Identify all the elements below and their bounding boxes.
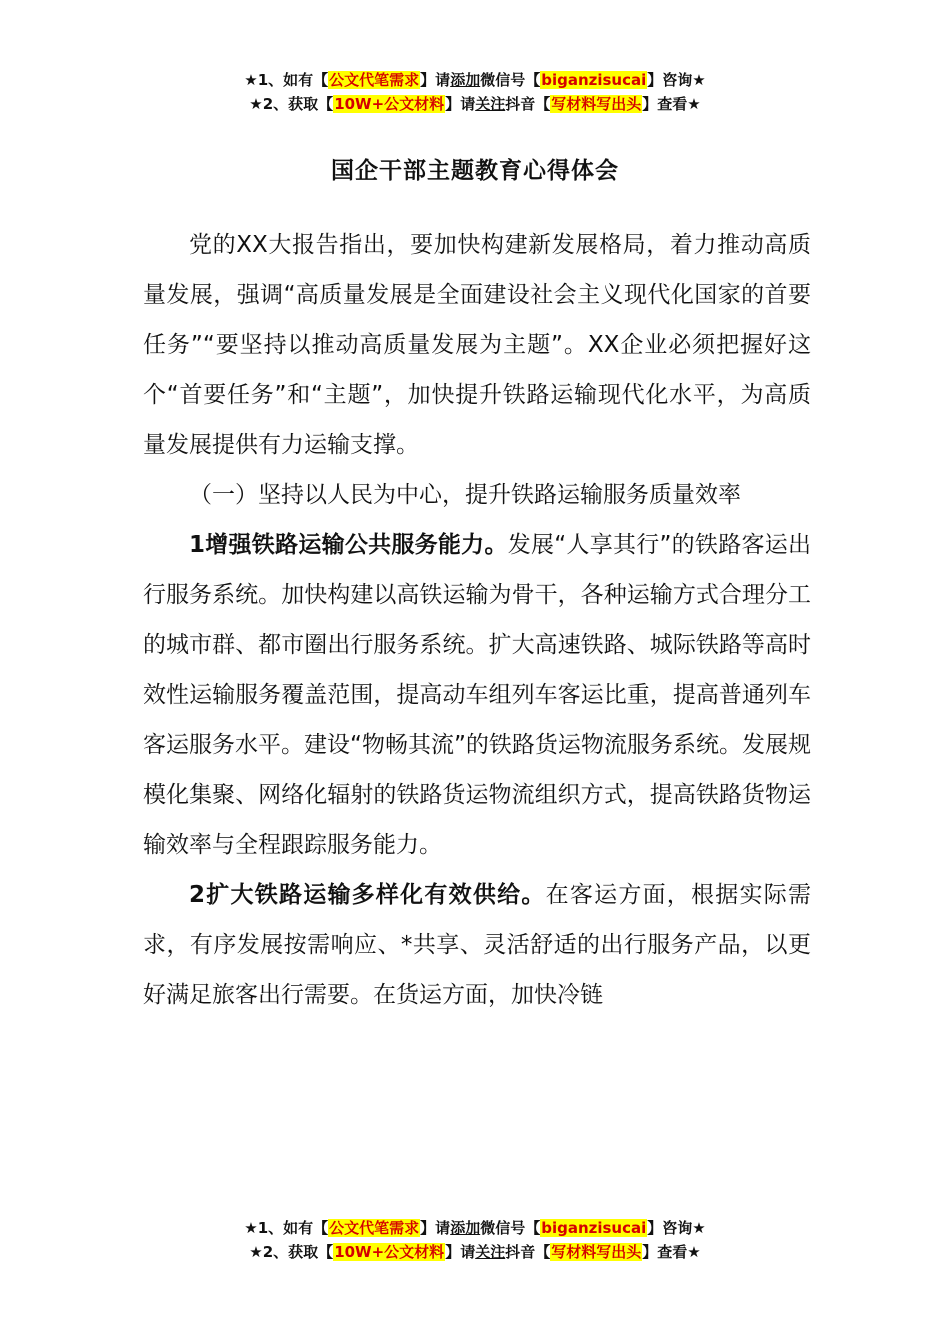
highlight-service: 公文代笔需求 bbox=[329, 1219, 420, 1237]
document-title: 国企干部主题教育心得体会 bbox=[331, 158, 619, 184]
banner-text: 】咨询★ bbox=[647, 71, 706, 89]
highlight-materials: 10W+公文材料 bbox=[334, 95, 445, 113]
banner-text: 微信号【 bbox=[480, 71, 541, 89]
banner-text: ★2、获取【 bbox=[249, 95, 334, 113]
banner-text: 】查看★ bbox=[642, 95, 701, 113]
highlight-douyin: 写材料写出头 bbox=[551, 95, 642, 113]
top-banner bbox=[0, 68, 950, 116]
document-body bbox=[143, 220, 811, 1020]
banner-line-1 bbox=[0, 1216, 950, 1240]
banner-text: 】请 bbox=[420, 1219, 451, 1237]
banner-line-1 bbox=[0, 68, 950, 92]
bottom-banner bbox=[0, 1216, 950, 1264]
banner-text: 】咨询★ bbox=[647, 1219, 706, 1237]
banner-text: 】请 bbox=[445, 95, 476, 113]
highlight-douyin: 写材料写出头 bbox=[551, 1243, 642, 1261]
banner-text: ★2、获取【 bbox=[249, 1243, 334, 1261]
paragraph-lead: 1增强铁路运输公共服务能力。 bbox=[189, 532, 508, 558]
paragraph bbox=[143, 870, 811, 1020]
highlight-materials: 10W+公文材料 bbox=[334, 1243, 445, 1261]
banner-text: 添加 bbox=[450, 1219, 481, 1237]
banner-text: 微信号【 bbox=[480, 1219, 541, 1237]
banner-text: 抖音【 bbox=[505, 95, 551, 113]
section-heading: （一）坚持以人民为中心，提升铁路运输服务质量效率 bbox=[189, 482, 741, 508]
banner-text: 】请 bbox=[420, 71, 451, 89]
paragraph-text: 在客运方面，根据实际需求，有序发展按需响应、*共享、灵活舒适的出行服务产品，以更好满足旅客出行需要。在货运方面，加快冷链 bbox=[143, 882, 812, 1008]
banner-text: 添加 bbox=[450, 71, 481, 89]
banner-text: 关注 bbox=[475, 1243, 506, 1261]
paragraph-text: 发展“人享其行”的铁路客运出行服务系统。加快构建以高铁运输为骨干，各种运输方式合理分工的城市群、都市圈出行服务系统。扩大高速铁路、城际铁路等高时效性运输服务覆盖范围，提高动车组列车客运比重，提高普通列车客运服务水平。建设“物畅其流”的铁路货运物流服务系统。发展规模化集聚、网络化辐射的铁路货运物流组织方式，提高铁路货物运输效率与全程跟踪服务能力。 bbox=[143, 532, 811, 858]
paragraph-lead: 2扩大铁路运输多样化有效供给。 bbox=[189, 882, 546, 908]
paragraph: 党的XX大报告指出，要加快构建新发展格局，着力推动高质量发展，强调“高质量发展是全面建设社会主义现代化国家的首要任务”“要坚持以推动高质量发展为主题”。XX企业必须把握好这个“首要任务”和“主题”，加快提升铁路运输现代化水平，为高质量发展提供有力运输支撑。 bbox=[143, 232, 811, 458]
banner-line-2 bbox=[0, 92, 950, 116]
highlight-wechat-id: biganzisucai bbox=[541, 71, 647, 89]
banner-text: ★1、如有【 bbox=[244, 1219, 329, 1237]
banner-text: 】查看★ bbox=[642, 1243, 701, 1261]
highlight-wechat-id: biganzisucai bbox=[541, 1219, 647, 1237]
paragraph bbox=[143, 520, 811, 870]
banner-line-2 bbox=[0, 1240, 950, 1264]
highlight-service: 公文代笔需求 bbox=[329, 71, 420, 89]
banner-text: 】请 bbox=[445, 1243, 476, 1261]
banner-text: 抖音【 bbox=[505, 1243, 551, 1261]
banner-text: 关注 bbox=[475, 95, 506, 113]
banner-text: ★1、如有【 bbox=[244, 71, 329, 89]
